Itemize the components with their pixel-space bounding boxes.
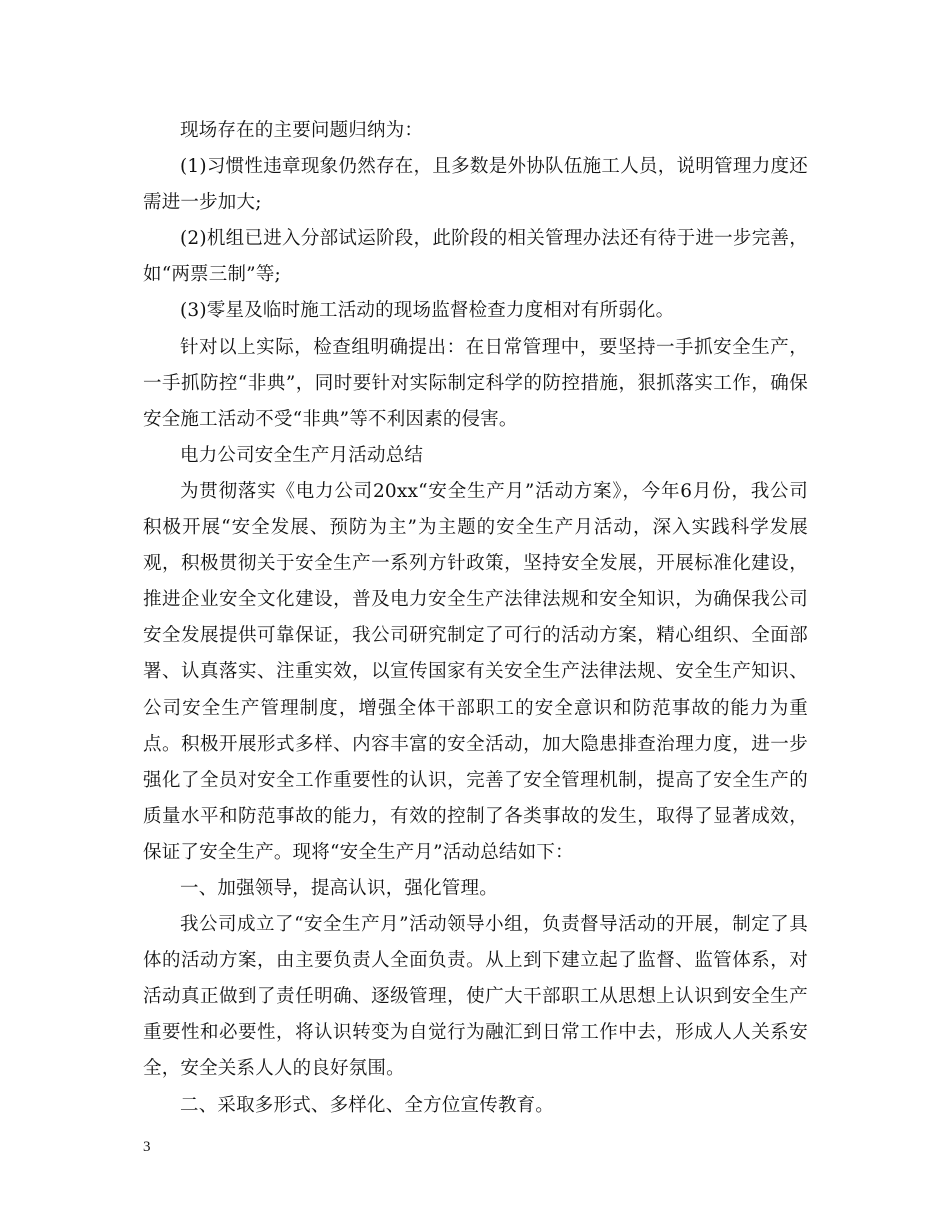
document-body bbox=[143, 113, 808, 1124]
paragraph-issue-2: (2)机组已进入分部试运阶段，此阶段的相关管理办法还有待于进一步完善，如“两票三制”等; bbox=[143, 228, 808, 286]
paragraph-inspection-requirements: 针对以上实际，检查组明确提出：在日常管理中，要坚持一手抓安全生产，一手抓防控“非典”，同时要针对实际制定科学的防控措施，狠抓落实工作，确保安全施工活动不受“非典”等不利因素的侵害。 bbox=[143, 336, 808, 430]
paragraph-issue-1: (1)习惯性违章现象仍然存在，且多数是外协队伍施工人员，说明管理力度还需进一步加大; bbox=[143, 156, 808, 214]
section-title: 电力公司安全生产月活动总结 bbox=[180, 444, 424, 466]
heading-2: 二、采取多形式、多样化、全方位宣传教育。 bbox=[180, 1094, 555, 1116]
paragraph-summary-intro: 为贯彻落实《电力公司20xx“安全生产月”活动方案》，今年6月份，我公司积极开展“安全发展、预防为主”为主题的安全生产月活动，深入实践科学发展观，积极贯彻关于安全生产一系列方针政策，坚持安全发展，开展标准化建设，推进企业安全文化建设，普及电力安全生产法律法规和安全知识，为确保我公司安全发展提供可靠保证，我公司研究制定了可行的活动方案，精心组织、全面部署、认真落实、注重实效，以宣传国家有关安全生产法律法规、安全生产知识、公司安全生产管理制度，增强全体干部职工的安全意识和防范事故的能力为重点。积极开展形式多样、内容丰富的安全活动，加大隐患排查治理力度，进一步强化了全员对安全工作重要性的认识，完善了安全管理机制，提高了安全生产的质量水平和防范事故的能力，有效的控制了各类事故的发生，取得了显著成效，保证了安全生产。现将“安全生产月”活动总结如下： bbox=[143, 480, 808, 863]
paragraph-leadership: 我公司成立了“安全生产月”活动领导小组，负责督导活动的开展，制定了具体的活动方案，由主要负责人全面负责。从上到下建立起了监督、监管体系，对活动真正做到了责任明确、逐级管理，使广大干部职工从思想上认识到安全生产重要性和必要性，将认识转变为自觉行为融汇到日常工作中去，形成人人关系安全，安全关系人人的良好氛围。 bbox=[143, 914, 808, 1080]
page-number: 3 bbox=[143, 1139, 151, 1155]
paragraph-issues-intro: 现场存在的主要问题归纳为： bbox=[180, 120, 424, 141]
paragraph-issue-3: (3)零星及临时施工活动的现场监督检查力度相对有所弱化。 bbox=[180, 300, 675, 322]
heading-1: 一、加强领导，提高认识，强化管理。 bbox=[180, 877, 498, 899]
